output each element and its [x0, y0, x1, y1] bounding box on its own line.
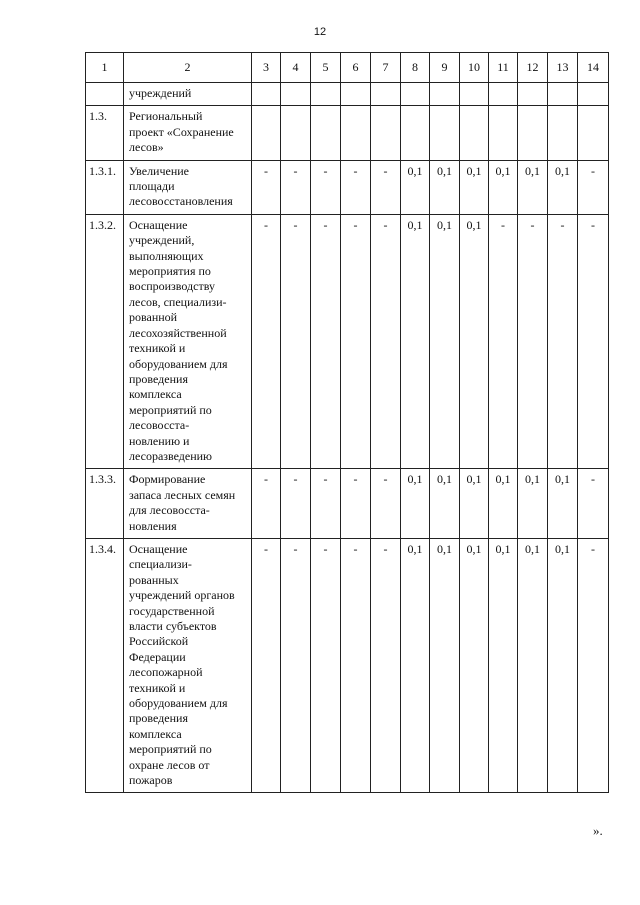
column-header: 1 [86, 53, 124, 83]
closing-quote: ». [593, 823, 603, 838]
table-row [86, 160, 609, 214]
value-cell: - [489, 214, 518, 469]
value-cell [252, 83, 281, 106]
value-cell [578, 106, 609, 160]
value-cell: 0,1 [489, 160, 518, 214]
value-cell [489, 106, 518, 160]
value-cell: - [281, 538, 311, 793]
value-cell: 0,1 [430, 160, 460, 214]
column-header: 11 [489, 53, 518, 83]
value-cell: - [371, 469, 401, 539]
row-name: Оснащение специализи- рованных учреждений органов государственной власти субъектов Российской Федерации лесопожарной техникой и оборудованием для проведения комплекса мероприятий по охране лесов от пожаров [124, 538, 252, 793]
value-cell: 0,1 [460, 469, 489, 539]
value-cell: 0,1 [401, 214, 430, 469]
value-cell: 0,1 [430, 538, 460, 793]
table-row [86, 106, 609, 160]
value-cell: - [341, 469, 371, 539]
row-name: Региональный проект «Сохранение лесов» [124, 106, 252, 160]
value-cell [578, 83, 609, 106]
value-cell [311, 83, 341, 106]
value-cell: 0,1 [518, 160, 548, 214]
value-cell [281, 83, 311, 106]
value-cell [371, 106, 401, 160]
value-cell [430, 83, 460, 106]
value-cell: - [252, 538, 281, 793]
table-body [86, 53, 609, 793]
value-cell [460, 83, 489, 106]
column-header: 10 [460, 53, 489, 83]
value-cell: - [371, 538, 401, 793]
column-header: 7 [371, 53, 401, 83]
value-cell: 0,1 [489, 538, 518, 793]
value-cell [518, 83, 548, 106]
column-header: 3 [252, 53, 281, 83]
value-cell [401, 106, 430, 160]
column-header: 12 [518, 53, 548, 83]
value-cell: - [281, 160, 311, 214]
value-cell: 0,1 [430, 469, 460, 539]
value-cell [341, 83, 371, 106]
value-cell: - [578, 469, 609, 539]
value-cell [311, 106, 341, 160]
value-cell [548, 83, 578, 106]
value-cell: 0,1 [401, 469, 430, 539]
value-cell [252, 106, 281, 160]
column-header: 14 [578, 53, 609, 83]
column-header: 6 [341, 53, 371, 83]
row-number [86, 83, 124, 106]
value-cell [341, 106, 371, 160]
value-cell [460, 106, 489, 160]
value-cell: - [281, 469, 311, 539]
indicators-table [85, 52, 609, 793]
value-cell [401, 83, 430, 106]
value-cell: 0,1 [460, 214, 489, 469]
table-row [86, 469, 609, 539]
value-cell [371, 83, 401, 106]
value-cell: - [252, 469, 281, 539]
value-cell: - [341, 214, 371, 469]
value-cell [281, 106, 311, 160]
value-cell: - [281, 214, 311, 469]
row-name: Увеличение площади лесовосстановления [124, 160, 252, 214]
value-cell [518, 106, 548, 160]
value-cell: 0,1 [401, 160, 430, 214]
value-cell [548, 106, 578, 160]
column-header: 2 [124, 53, 252, 83]
value-cell: - [578, 160, 609, 214]
value-cell: - [252, 214, 281, 469]
value-cell: - [311, 214, 341, 469]
column-header: 13 [548, 53, 578, 83]
row-name: Оснащение учреждений, выполняющих мероприятия по воспроизводству лесов, специализи- рованной лесохозяйственной техникой и оборудованием для проведения комплекса мероприятий по лесовосста- новлению и лесоразведению [124, 214, 252, 469]
value-cell: - [311, 469, 341, 539]
value-cell: 0,1 [548, 160, 578, 214]
value-cell: 0,1 [518, 469, 548, 539]
row-number: 1.3.4. [86, 538, 124, 793]
value-cell: - [371, 160, 401, 214]
column-header: 4 [281, 53, 311, 83]
value-cell: 0,1 [548, 469, 578, 539]
row-name: учреждений [124, 83, 252, 106]
row-name: Формирование запаса лесных семян для лесовосста- новления [124, 469, 252, 539]
value-cell: 0,1 [518, 538, 548, 793]
value-cell: - [252, 160, 281, 214]
page-number: 12 [313, 26, 327, 38]
value-cell: - [371, 214, 401, 469]
row-number: 1.3. [86, 106, 124, 160]
value-cell: - [578, 538, 609, 793]
column-header: 5 [311, 53, 341, 83]
table-row [86, 214, 609, 469]
table-row [86, 538, 609, 793]
value-cell [489, 83, 518, 106]
value-cell: - [518, 214, 548, 469]
value-cell: - [548, 214, 578, 469]
value-cell: 0,1 [401, 538, 430, 793]
value-cell: 0,1 [430, 214, 460, 469]
column-header: 8 [401, 53, 430, 83]
row-number: 1.3.3. [86, 469, 124, 539]
value-cell: 0,1 [460, 538, 489, 793]
row-number: 1.3.1. [86, 160, 124, 214]
value-cell: - [311, 160, 341, 214]
value-cell: - [311, 538, 341, 793]
value-cell: 0,1 [548, 538, 578, 793]
value-cell: 0,1 [460, 160, 489, 214]
table-row [86, 83, 609, 106]
value-cell: - [578, 214, 609, 469]
column-header: 9 [430, 53, 460, 83]
row-number: 1.3.2. [86, 214, 124, 469]
value-cell: 0,1 [489, 469, 518, 539]
value-cell [430, 106, 460, 160]
value-cell: - [341, 160, 371, 214]
header-row [86, 53, 609, 83]
value-cell: - [341, 538, 371, 793]
